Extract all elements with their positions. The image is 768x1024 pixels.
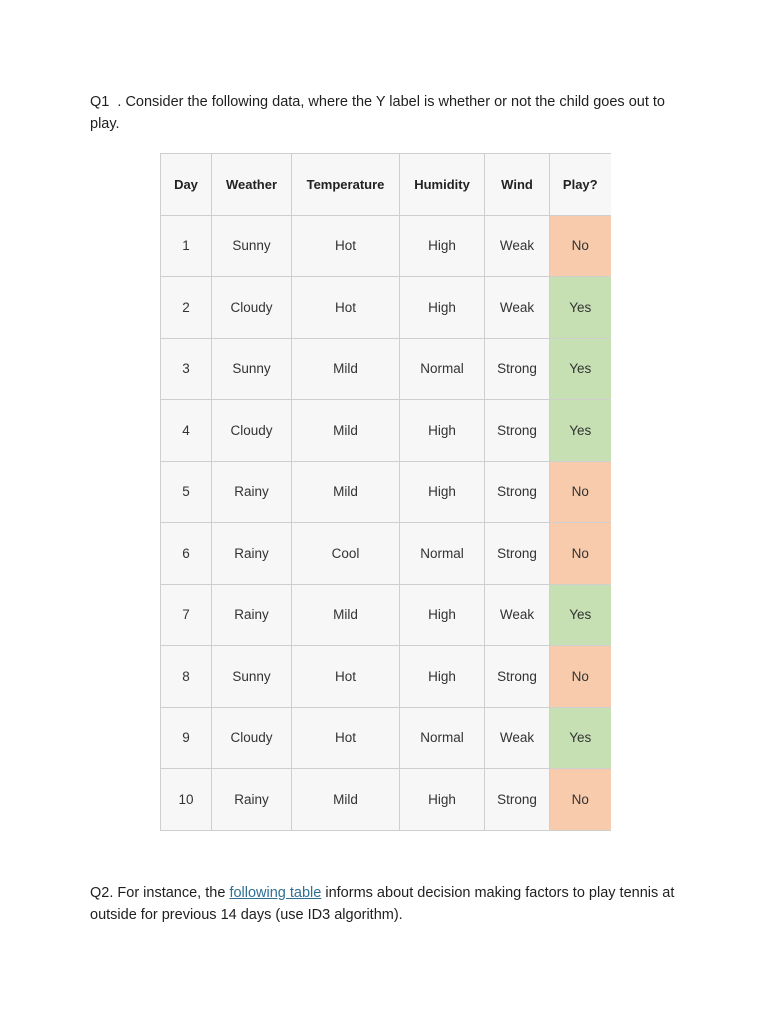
cell-day: 7 [161,584,212,646]
cell-day: 9 [161,707,212,769]
cell-day: 6 [161,523,212,585]
cell-wind: Weak [485,215,550,277]
cell-temperature: Mild [292,338,400,400]
cell-humidity: High [400,584,485,646]
header-day: Day [161,154,212,216]
play-data-table-container [160,153,610,830]
cell-humidity: High [400,646,485,708]
cell-play: Yes [550,584,611,646]
cell-wind: Strong [485,400,550,462]
question-1-text: Q1 . Consider the following data, where the Y label is whether or not the child goes out to play. [90,94,665,132]
cell-play: No [550,646,611,708]
cell-temperature: Mild [292,584,400,646]
cell-temperature: Mild [292,769,400,831]
cell-weather: Cloudy [212,707,292,769]
question-2-rest: informs about decision making factors to play tennis at outside for previous 14 days (use ID3 algorithm). [90,885,675,923]
cell-day: 8 [161,646,212,708]
cell-temperature: Hot [292,277,400,339]
cell-humidity: High [400,215,485,277]
table-row [161,707,611,769]
cell-humidity: Normal [400,707,485,769]
cell-wind: Strong [485,461,550,523]
cell-wind: Strong [485,338,550,400]
table-row [161,584,611,646]
table-row [161,400,611,462]
table-row [161,646,611,708]
cell-weather: Cloudy [212,277,292,339]
table-row [161,277,611,339]
table-row [161,769,611,831]
header-weather: Weather [212,154,292,216]
header-wind: Wind [485,154,550,216]
table-row [161,215,611,277]
cell-weather: Rainy [212,584,292,646]
cell-play: Yes [550,338,611,400]
play-data-table [160,153,611,831]
cell-play: Yes [550,707,611,769]
cell-play: No [550,461,611,523]
cell-weather: Rainy [212,461,292,523]
cell-temperature: Mild [292,400,400,462]
cell-weather: Rainy [212,523,292,585]
table-row [161,523,611,585]
cell-wind: Strong [485,769,550,831]
following-table-link[interactable]: following table [229,885,322,901]
table-row [161,338,611,400]
cell-humidity: High [400,769,485,831]
header-humidity: Humidity [400,154,485,216]
header-temperature: Temperature [292,154,400,216]
cell-day: 2 [161,277,212,339]
cell-humidity: High [400,461,485,523]
cell-wind: Weak [485,584,550,646]
question-2-text [90,882,680,926]
cell-weather: Sunny [212,215,292,277]
cell-humidity: Normal [400,523,485,585]
cell-day: 5 [161,461,212,523]
cell-play: No [550,769,611,831]
cell-play: No [550,523,611,585]
cell-temperature: Cool [292,523,400,585]
cell-temperature: Hot [292,707,400,769]
cell-day: 3 [161,338,212,400]
cell-temperature: Mild [292,461,400,523]
cell-temperature: Hot [292,646,400,708]
cell-wind: Strong [485,523,550,585]
cell-wind: Weak [485,707,550,769]
cell-wind: Strong [485,646,550,708]
header-play: Play? [550,154,611,216]
cell-weather: Sunny [212,338,292,400]
cell-play: Yes [550,277,611,339]
cell-play: No [550,215,611,277]
cell-wind: Weak [485,277,550,339]
cell-play: Yes [550,400,611,462]
cell-humidity: Normal [400,338,485,400]
cell-weather: Sunny [212,646,292,708]
cell-day: 1 [161,215,212,277]
table-header-row [161,154,611,216]
question-2-intro: Q2. For instance, the [90,885,230,901]
cell-humidity: High [400,277,485,339]
cell-day: 4 [161,400,212,462]
table-row [161,461,611,523]
cell-weather: Cloudy [212,400,292,462]
cell-temperature: Hot [292,215,400,277]
cell-weather: Rainy [212,769,292,831]
cell-day: 10 [161,769,212,831]
cell-humidity: High [400,400,485,462]
